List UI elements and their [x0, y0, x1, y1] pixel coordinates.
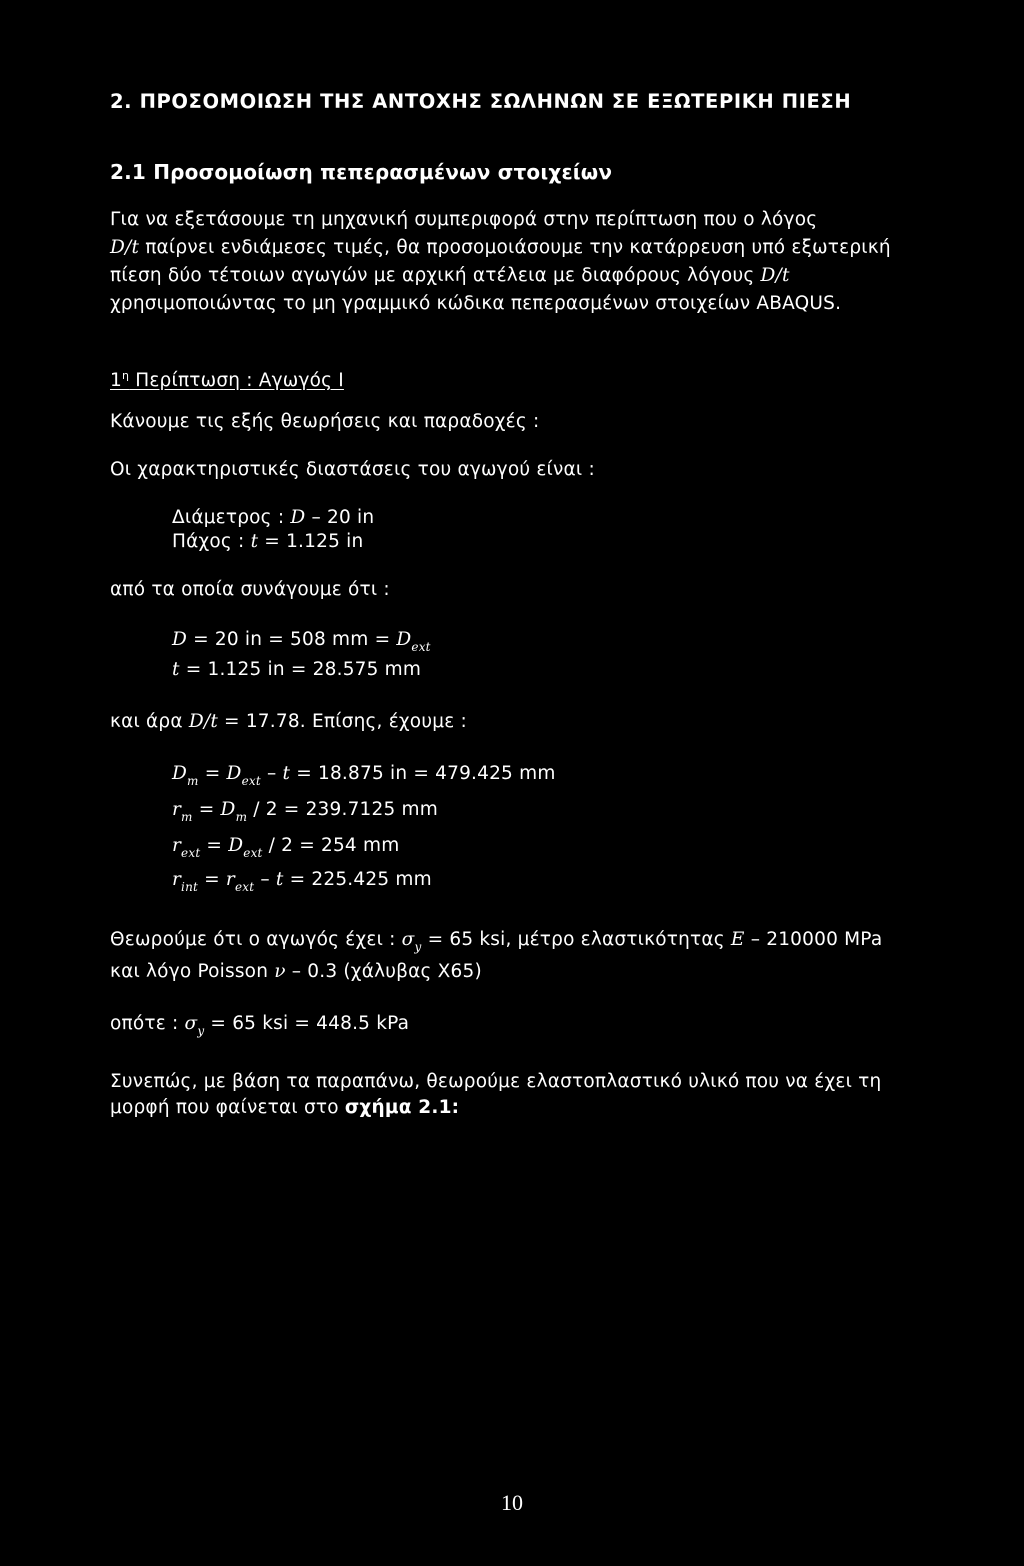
- case-number: 1: [110, 370, 122, 391]
- hence-sigma-sub: y: [197, 1024, 205, 1038]
- eq6-d: –: [254, 869, 276, 890]
- eq1-rhs: D: [396, 629, 412, 650]
- eq3-c-sub: ext: [241, 774, 261, 788]
- dimensions-intro: Οι χαρακτηριστικές διαστάσεις του αγωγού είναι :: [110, 459, 595, 480]
- eq3-f: = 18.875 in = 479.425 mm: [290, 763, 556, 784]
- eq4-b: =: [192, 799, 221, 820]
- subsection-heading: 2.1 Προσομοίωση πεπερασμένων στοιχείων: [110, 160, 613, 184]
- section-heading: 2. ΠΡΟΣΟΜΟΙΩΣΗ ΤΗΣ ΑΝΤΟΧΗΣ ΣΩΛΗΝΩΝ ΣΕ ΕΞΩΤΕΡΙΚΗ ΠΙΕΣΗ: [110, 90, 852, 113]
- eq4-a: r: [172, 799, 182, 820]
- intro-line-2: [110, 236, 891, 260]
- intro-line-2-text: παίρνει ενδιάμεσες τιμές, θα προσομοιάσουμε την κατάρρευση υπό εξωτερική: [139, 237, 891, 258]
- eq3-c: D: [226, 763, 242, 784]
- conclude-text: από τα οποία συνάγουμε ότι :: [110, 579, 390, 600]
- equation-rext: [172, 834, 399, 865]
- eq3-e: t: [282, 763, 291, 784]
- eq6-a: r: [172, 869, 182, 890]
- closing-line-2-text: μορφή που φαίνεται στο: [110, 1097, 345, 1118]
- case-heading: [110, 364, 344, 393]
- hence-pre: οπότε :: [110, 1013, 185, 1034]
- eq3-d: –: [260, 763, 283, 784]
- closing-line-1: Συνεπώς, με βάση τα παραπάνω, θεωρούμε ελαστοπλαστικό υλικό που να έχει τη: [110, 1071, 882, 1092]
- eq5-a: r: [172, 835, 182, 856]
- closing-line-2: [110, 1096, 459, 1120]
- equation-thickness: [172, 658, 421, 682]
- nu-symbol: ν: [274, 961, 286, 982]
- eq6-f: = 225.425 mm: [283, 869, 432, 890]
- eq5-a-sub: ext: [181, 846, 201, 860]
- ratio-line: [110, 710, 467, 734]
- eq3-a: D: [172, 763, 188, 784]
- diameter-line: [172, 506, 374, 530]
- case-ordinal: η: [121, 369, 130, 382]
- diameter-label: Διάμετρος :: [172, 507, 291, 528]
- dt-symbol-2: D/t: [760, 265, 790, 286]
- diameter-value: – 20 in: [305, 507, 375, 528]
- page-number: 10: [501, 1490, 523, 1515]
- equation-dm: [172, 762, 556, 793]
- eq2-lhs: t: [172, 659, 180, 680]
- intro-line-4: χρησιμοποιώντας το μη γραμμικό κώδικα πεπερασμένων στοιχείων ABAQUS.: [110, 293, 842, 314]
- eq6-e: t: [275, 869, 284, 890]
- modulus-symbol: E: [730, 929, 745, 950]
- ratio-rest: = 17.78. Επίσης, έχουμε :: [217, 711, 467, 732]
- material-line: [110, 928, 882, 959]
- figure-reference: σχήμα 2.1: [344, 1097, 452, 1118]
- intro-line-3-text: πίεση δύο τέτοιων αγωγών με αρχική ατέλεια με διαφόρους λόγους: [110, 265, 761, 286]
- thickness-line: [172, 530, 363, 554]
- material-mid: = 65 ksi, μέτρο ελαστικότητας: [421, 929, 731, 950]
- eq6-b: =: [198, 869, 226, 890]
- dt-symbol: D/t: [110, 237, 140, 258]
- intro-line-3: [110, 264, 790, 288]
- eq5-c-sub: ext: [243, 846, 263, 860]
- eq3-b: =: [198, 763, 227, 784]
- ratio-symbol: D/t: [188, 711, 218, 732]
- eq1-rhs-sub: ext: [411, 640, 431, 654]
- eq4-a-sub: m: [181, 810, 193, 824]
- poisson-line: [110, 960, 482, 984]
- thickness-symbol: t: [250, 531, 259, 552]
- eq1-mid: = 20 in = 508 mm =: [187, 629, 397, 650]
- diameter-symbol: D: [290, 507, 306, 528]
- poisson-pre: και λόγο Poisson: [110, 961, 275, 982]
- sigma-sub: y: [414, 940, 422, 954]
- case-title: Περίπτωση : Αγωγός Ι: [129, 370, 344, 391]
- eq6-a-sub: int: [181, 880, 199, 894]
- equation-rm: [172, 798, 438, 829]
- material-pre: Θεωρούμε ότι ο αγωγός έχει :: [110, 929, 402, 950]
- eq4-c: D: [220, 799, 236, 820]
- eq5-b: =: [200, 835, 229, 856]
- equation-diameter: [172, 628, 431, 659]
- material-end: – 210000 MPa: [744, 929, 883, 950]
- hence-sigma: σ: [184, 1013, 198, 1034]
- eq5-c: D: [228, 835, 244, 856]
- eq1-lhs: D: [172, 629, 188, 650]
- hence-line: [110, 1012, 409, 1043]
- thickness-value: = 1.125 in: [258, 531, 364, 552]
- intro-line-1: Για να εξετάσουμε τη μηχανική συμπεριφορά στην περίπτωση που ο λόγος: [110, 209, 818, 230]
- hence-end: = 65 ksi = 448.5 kPa: [204, 1013, 410, 1034]
- eq6-c-sub: ext: [234, 880, 255, 894]
- eq4-f: / 2 = 239.7125 mm: [247, 799, 438, 820]
- equation-rint: [172, 868, 432, 899]
- eq5-f: / 2 = 254 mm: [262, 835, 400, 856]
- poisson-end: – 0.3 (χάλυβας Χ65): [285, 961, 482, 982]
- assumptions-text: Κάνουμε τις εξής θεωρήσεις και παραδοχές :: [110, 411, 540, 432]
- ratio-pre: και άρα: [110, 711, 189, 732]
- closing-colon: :: [451, 1097, 460, 1118]
- eq3-a-sub: m: [187, 774, 199, 788]
- eq6-c: r: [225, 869, 235, 890]
- sigma-symbol: σ: [401, 929, 415, 950]
- thickness-label: Πάχος :: [172, 531, 251, 552]
- eq2-rest: = 1.125 in = 28.575 mm: [179, 659, 422, 680]
- eq4-c-sub: m: [235, 810, 248, 824]
